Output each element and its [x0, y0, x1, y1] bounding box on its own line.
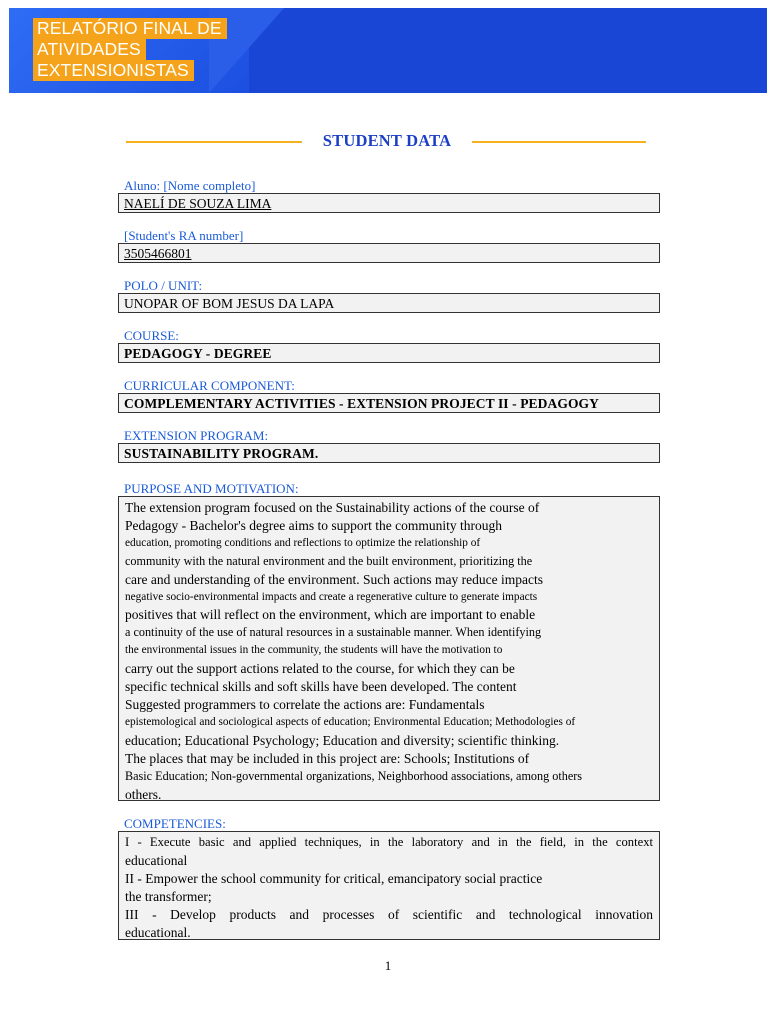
purpose-line: education; Educational Psychology; Education and diversity; scientific thinking. — [125, 732, 560, 748]
polo-value[interactable]: UNOPAR OF BOM JESUS DA LAPA — [118, 293, 660, 313]
component-value[interactable]: COMPLEMENTARY ACTIVITIES - EXTENSION PROJECT II - PEDAGOGY — [118, 393, 660, 413]
purpose-line: carry out the support actions related to the course, for which they can be — [125, 661, 515, 677]
purpose-line: care and understanding of the environment. Such actions may reduce impacts — [125, 571, 543, 587]
competency-line: educational. — [125, 924, 191, 940]
banner-title-line-3: EXTENSIONISTAS — [33, 60, 194, 81]
purpose-line: Suggested programmers to correlate the actions are: Fundamentals — [125, 696, 485, 712]
competency-line: the transformer; — [125, 888, 212, 904]
competencies-label: COMPETENCIES: — [124, 816, 226, 831]
course-value[interactable]: PEDAGOGY - DEGREE — [118, 343, 660, 363]
field-student-name — [118, 178, 660, 213]
competency-line: I - Execute basic and applied techniques, in the laboratory and in the field, in the context — [125, 835, 653, 849]
purpose-line: a continuity of the use of natural resources in a sustainable manner. When identifying — [125, 625, 542, 640]
purpose-label: PURPOSE AND MOTIVATION: — [124, 481, 299, 496]
purpose-line: The extension program focused on the Sustainability actions of the course of — [125, 500, 540, 515]
purpose-line: Basic Education; Non-governmental organizations, Neighborhood associations, among others — [125, 768, 583, 783]
ra-number-label: [Student's RA number] — [124, 228, 244, 243]
competencies-textbox[interactable] — [118, 831, 660, 940]
banner-title — [33, 18, 227, 81]
field-ra-number — [118, 228, 660, 263]
page-number: 1 — [384, 958, 392, 973]
student-name-label: Aluno: [Nome completo] — [124, 178, 256, 193]
course-label: COURSE: — [124, 328, 179, 343]
field-polo — [118, 278, 660, 313]
banner-title-line-2: ATIVIDADES — [33, 39, 146, 60]
ra-number-value[interactable]: 3505466801 — [118, 243, 660, 263]
heading-rule-right — [472, 141, 646, 143]
purpose-textbox[interactable] — [118, 496, 660, 801]
section-title: STUDENT DATA — [322, 131, 452, 150]
purpose-line: epistemological and sociological aspects of education; Environmental Education; Methodologies of — [125, 715, 576, 728]
program-value[interactable]: SUSTAINABILITY PROGRAM. — [118, 443, 660, 463]
student-name-value[interactable]: NAELÍ DE SOUZA LIMA — [118, 193, 660, 213]
heading-rule-left — [126, 141, 302, 143]
field-competencies — [118, 816, 660, 940]
purpose-line: Pedagogy - Bachelor's degree aims to support the community through — [125, 517, 502, 533]
field-course — [118, 328, 660, 363]
field-curricular-component — [118, 378, 660, 413]
program-label: EXTENSION PROGRAM: — [124, 428, 269, 443]
purpose-line: the environmental issues in the community, the students will have the motivation to — [125, 644, 503, 657]
purpose-line: negative socio-environmental impacts and create a regenerative culture to generate impacts — [125, 590, 538, 603]
purpose-line: The places that may be included in this project are: Schools; Institutions of — [125, 750, 530, 766]
polo-label: POLO / UNIT: — [124, 278, 203, 293]
purpose-line: specific technical skills and soft skills have been developed. The content — [125, 679, 517, 695]
purpose-line: others. — [125, 786, 162, 802]
purpose-line: positives that will reflect on the environment, which are important to enable — [125, 607, 536, 623]
purpose-line: community with the natural environment and the built environment, prioritizing the — [125, 553, 533, 568]
header-banner — [9, 8, 767, 93]
section-heading — [126, 130, 646, 154]
banner-title-line-1: RELATÓRIO FINAL DE — [33, 18, 227, 39]
purpose-line: education, promoting conditions and reflections to optimize the relationship of — [125, 536, 481, 549]
competency-line: II - Empower the school community for critical, emancipatory social practice — [125, 870, 543, 886]
competency-line: educational — [125, 852, 188, 868]
field-extension-program — [118, 428, 660, 463]
component-label: CURRICULAR COMPONENT: — [124, 378, 295, 393]
field-purpose-motivation — [118, 481, 660, 801]
competency-line: III - Develop products and processes of scientific and technological innovation — [125, 906, 653, 922]
